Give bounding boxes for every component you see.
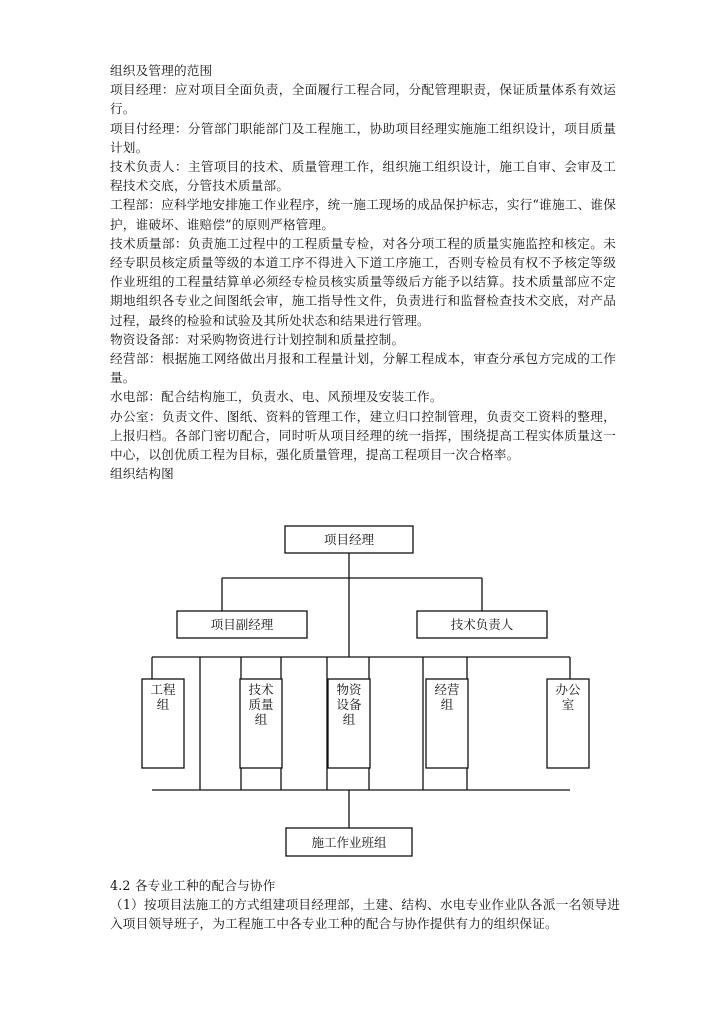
label-engineering-line2: 组 bbox=[156, 697, 170, 712]
label-quality-line2: 质量 bbox=[248, 697, 274, 712]
paragraph-office: 办公室：负责文件、图纸、资料的管理工作，建立归口控制管理，负责交工资料的整理，上报归档。各部门密切配合，同时听从项目经理的统一指挥，围绕提高工程实体质量这一中心，以创优质工程为目标，强化质量管理，提高工程项目一次合格率。 bbox=[110, 408, 616, 463]
paragraph-technical-lead: 技术负责人：主管项目的技术、质量管理工作，组织施工组织设计，施工自审、会审及工程技术交底，分管技术质量部。 bbox=[110, 159, 616, 194]
section-heading: 4.2 各专业工种的配合与协作 bbox=[110, 878, 276, 893]
coordination-section bbox=[110, 876, 620, 934]
label-materials-line3: 组 bbox=[342, 712, 356, 727]
label-engineering-line1: 工程 bbox=[150, 682, 176, 697]
label-quality-line1: 技术 bbox=[248, 682, 274, 697]
paragraph-business-dept: 经营部：根据施工网络做出月报和工程量计划，分解工程成本，审查分承包方完成的工作量。 bbox=[110, 351, 616, 386]
label-office-line1: 办公 bbox=[555, 682, 581, 697]
label-business-line2: 组 bbox=[440, 697, 454, 712]
paragraph-project-manager: 项目经理：应对项目全面负责，全面履行工程合同，分配管理职责，保证质量体系有效运行。 bbox=[110, 82, 616, 117]
paragraph-quality-dept: 技术质量部：负责施工过程中的工程质量专检，对各分项工程的质量实施监控和核定。未经专职员核定质量等级的本道工序不得进入下道工序施工，否则专检员有权不予核定等级作业班组的工程量结算单必须经专检员核实质量等级后方能予以结算。技术质量部应不定期地组织各专业之间图纸会审，施工指导性文件，负责进行和监督检查技术交底，对产品过程，最终的检验和试验及其所处状态和结果进行管理。 bbox=[110, 235, 616, 328]
paragraph-engineering-dept: 工程部：应科学地安排施工作业程序，统一施工现场的成品保护标志，实行“谁施工、谁保护，谁破坏、谁赔偿”的原则严格管理。 bbox=[110, 197, 616, 232]
paragraph-materials-dept: 物资设备部：对采购物资进行计划控制和质量控制。 bbox=[110, 331, 405, 347]
label-technical-lead: 技术负责人 bbox=[450, 617, 514, 632]
paragraph-plumbing-dept: 水电部：配合结构施工，负责水、电、风预埋及安装工作。 bbox=[110, 389, 443, 405]
label-quality-line3: 组 bbox=[254, 712, 268, 727]
paragraph-deputy-manager: 项目付经理：分管部门职能部门及工程施工，协助项目经理实施施工组织设计，项目质量计划。 bbox=[110, 120, 616, 155]
paragraph-title: 组织及管理的范围 bbox=[110, 63, 213, 78]
label-materials-line2: 设备 bbox=[336, 697, 362, 712]
label-office-line2: 室 bbox=[561, 697, 575, 712]
label-project-manager: 项目经理 bbox=[323, 532, 375, 547]
label-deputy-manager: 项目副经理 bbox=[210, 617, 274, 632]
paragraph-org-chart-title: 组织结构图 bbox=[110, 466, 174, 482]
section-body: （1）按项目法施工的方式组建项目经理部，土建、结构、水电专业作业队各派一名领导进入项目领导班子，为工程施工中各专业工种的配合与协作提供有力的组织保证。 bbox=[110, 897, 620, 932]
label-work-teams: 施工作业班组 bbox=[311, 835, 387, 850]
label-business-line1: 经营 bbox=[434, 682, 460, 697]
label-materials-line1: 物资 bbox=[336, 682, 362, 697]
